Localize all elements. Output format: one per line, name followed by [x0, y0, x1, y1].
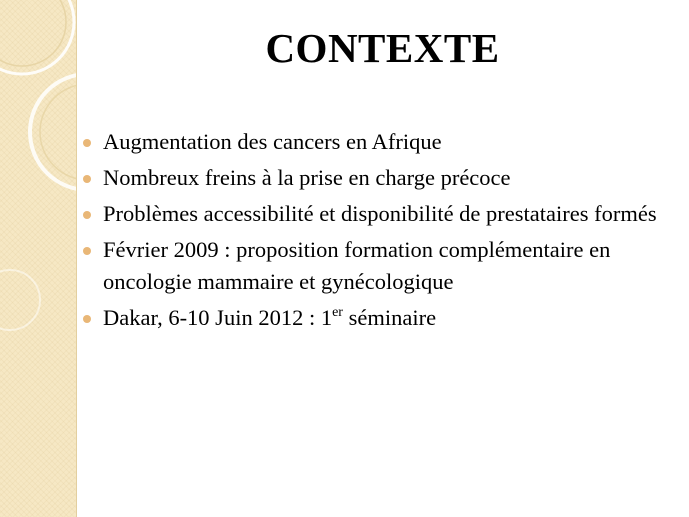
bullet-text-before: Dakar, 6-10 Juin 2012 : 1 — [103, 305, 333, 330]
bullet-text: Problèmes accessibilité et disponibilité de prestataires formés — [103, 201, 657, 226]
bullet-icon — [83, 211, 91, 219]
list-item — [82, 234, 682, 298]
bullet-icon — [83, 315, 91, 323]
bullet-text: Augmentation des cancers en Afrique — [103, 129, 442, 154]
decorative-side-panel — [0, 0, 77, 517]
list-item — [82, 162, 682, 194]
bullet-text-after: séminaire — [342, 305, 437, 330]
bullet-icon — [83, 247, 91, 255]
list-item — [82, 302, 682, 334]
bullet-text: Nombreux freins à la prise en charge précoce — [103, 165, 511, 190]
bullet-list — [82, 126, 682, 338]
bullet-superscript: er — [332, 305, 343, 320]
decorative-circles-icon — [0, 0, 76, 517]
bullet-icon — [83, 175, 91, 183]
list-item — [82, 126, 682, 158]
bullet-icon — [83, 139, 91, 147]
list-item — [82, 198, 682, 230]
slide-title: CONTEXTE — [265, 25, 500, 71]
bullet-text: Février 2009 : proposition formation complémentaire en oncologie mammaire et gynécologique — [103, 237, 611, 294]
